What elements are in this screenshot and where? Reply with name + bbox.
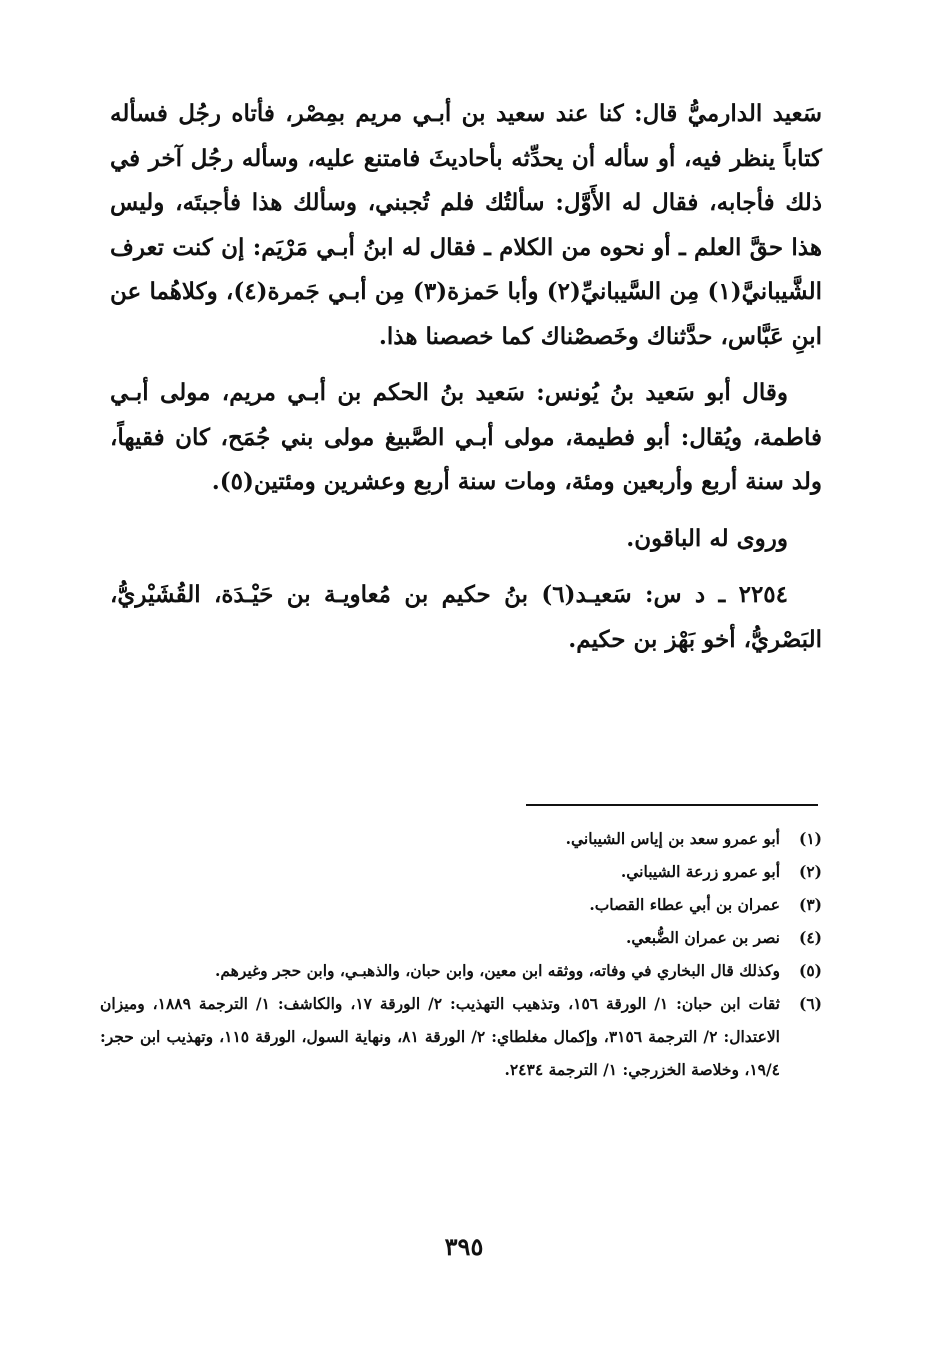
footnote-number: (٥) bbox=[798, 961, 822, 980]
footnote-2 bbox=[100, 855, 822, 888]
paragraph-2: وقال أبو سَعيد بنُ يُونس: سَعيد بنُ الحكم بن أبـي مريم، مولى أبـي فاطمة، ويُقال: أبو فطيمة، مولى أبـي الصَّبيغ مولى بني جُمَح، كان فقيهاً، ولد سنة أربع وأربعين ومئة، ومات سنة أربع وعشرين ومئتين(٥). bbox=[110, 379, 822, 495]
footnote-4 bbox=[100, 921, 822, 954]
footnote-number: (٤) bbox=[798, 928, 822, 947]
footnotes bbox=[100, 822, 822, 1086]
footnote-number: (٦) bbox=[798, 994, 822, 1013]
footnote-text: نصر بن عمران الضُّبعي. bbox=[625, 928, 780, 947]
footnote-number: (٣) bbox=[798, 895, 822, 914]
main-text bbox=[110, 92, 822, 662]
footnote-6 bbox=[100, 987, 822, 1086]
footnote-5 bbox=[100, 954, 822, 987]
footnote-text: عمران بن أبي عطاء القصاب. bbox=[589, 895, 780, 914]
footnote-1 bbox=[100, 822, 822, 855]
footnote-separator bbox=[526, 804, 818, 806]
paragraph-3: وروى له الباقون. bbox=[626, 524, 788, 552]
footnote-3 bbox=[100, 888, 822, 921]
footnote-text: أبو عمرو زرعة الشيباني. bbox=[620, 862, 780, 881]
page-number: ٣٩٥ bbox=[444, 1232, 484, 1261]
paragraph-1: سَعيد الدارميُّ قال: كنا عند سعيد بن أبـي مريم بمِصْر، فأتاه رجُل فسأله كتاباً ينظر فيه، أو سأله أن يحدِّثه بأحاديثَ فامتنع عليه، وسأله رجُل آخر في ذلك فأجابه، فقال له الأَوَّل: سألتُك فلم تُجبني، وسألك هذا فأجبتَه، وليس هذا حقَّ العلم ـ أو نحوه من الكلام ـ فقال له ابنُ أبـي مَرْيَم: إن كنت تعرف الشَّيبانيَّ(١) مِن السَّيبانيِّ(٢) وأبا حَمزة(٣) مِن أبـي جَمرة(٤)، وكلاهُما عن ابنِ عَبَّاس، حدَّثناك وخَصصْناك كما خصصنا هذا. bbox=[110, 100, 822, 350]
footnote-number: (٢) bbox=[798, 862, 822, 881]
footnote-text: وكذلك قال البخاري في وفاته، ووثقه ابن معين، وابن حبان، والذهبـي، وابن حجر وغيرهم. bbox=[214, 961, 780, 980]
footnote-number: (١) bbox=[798, 829, 822, 848]
footnote-text: ثقات ابن حبان: ١/ الورقة ١٥٦، وتذهيب التهذيب: ٢/ الورقة ١٧، والكاشف: ١/ الترجمة ١٨٨٩، وميزان الاعتدال: ٢/ الترجمة ٣١٥٦، وإكمال مغلطاي: ٢/ الورقة ٨١، ونهاية السول، الورقة ١١٥، وتهذيب ابن حجر: ١٩/٤، وخلاصة الخزرجي: ١/ الترجمة ٢٤٣٤. bbox=[100, 994, 780, 1079]
entry-2254: ٢٢٥٤ ـ د س: سَعيـد(٦) بنُ حكيم بن مُعاويـة بن حَيْـدَة، القُشَيْريُّ، البَصْريُّ، أخو بَهْز بن حكيم. bbox=[110, 581, 822, 653]
footnote-text: أبو عمرو سعد بن إياس الشيباني. bbox=[565, 829, 780, 848]
